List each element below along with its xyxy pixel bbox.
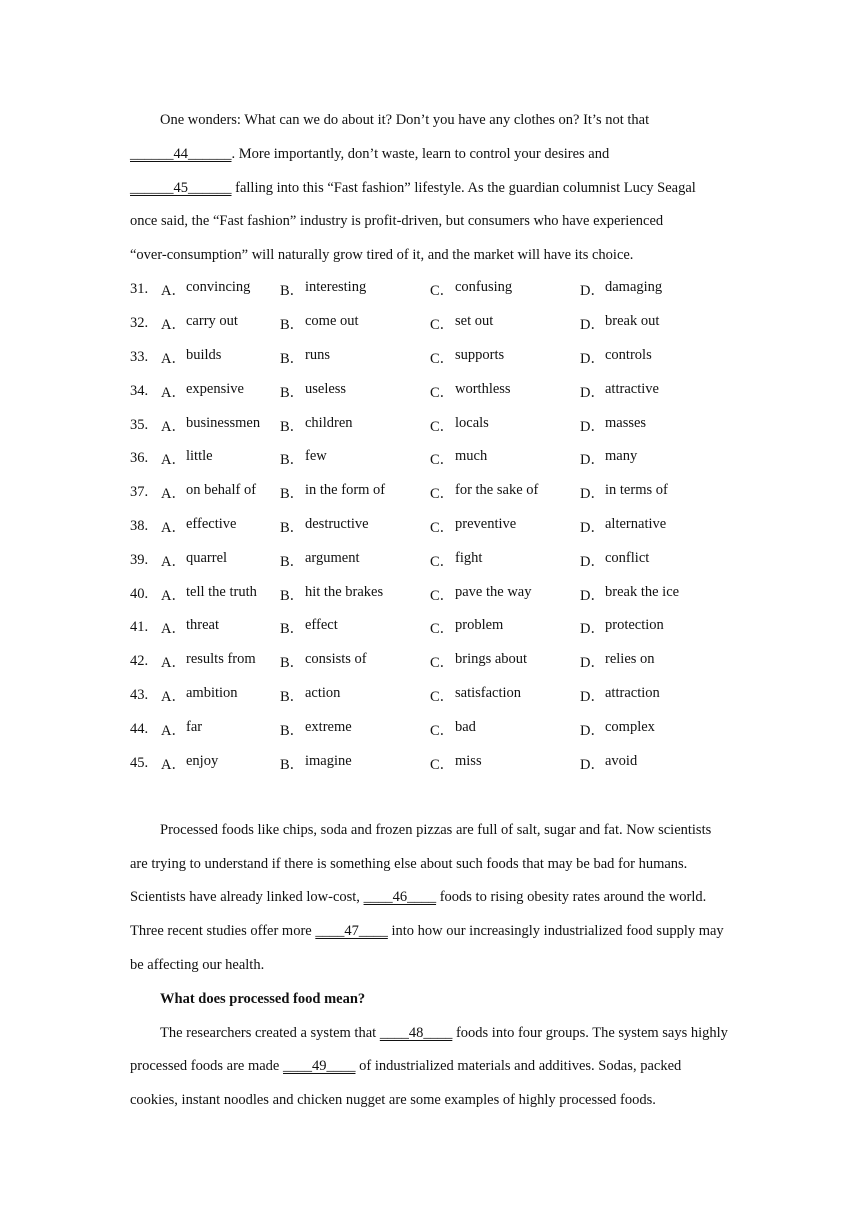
section-heading: What does processed food mean? (160, 990, 366, 1007)
option-letter: B． (280, 756, 305, 773)
option-c (430, 381, 580, 402)
option-letter: D． (580, 553, 605, 570)
option-text: far (186, 718, 203, 735)
passage-2 (130, 814, 730, 1118)
option-b (280, 651, 430, 672)
option-c (430, 313, 580, 334)
option-b (280, 279, 430, 300)
question-number: 31. (130, 281, 149, 298)
option-letter: A． (161, 452, 186, 469)
option-letter: B． (280, 418, 305, 435)
question-row (130, 645, 730, 679)
option-d (580, 584, 730, 605)
option-text: conflict (605, 549, 650, 566)
option-b (280, 584, 430, 605)
question-number: 45. (130, 754, 149, 771)
option-letter: A． (161, 486, 186, 503)
option-a (161, 753, 280, 774)
option-text: worthless (455, 380, 511, 397)
passage-1 (130, 104, 730, 273)
option-text: expensive (186, 380, 244, 397)
option-text: problem (455, 617, 504, 634)
option-letter: B． (280, 283, 305, 300)
option-text: runs (305, 346, 330, 363)
option-d (580, 516, 730, 537)
option-text: little (186, 448, 213, 465)
option-text: satisfaction (455, 684, 522, 701)
question-row (130, 307, 730, 341)
option-text: effective (186, 515, 237, 532)
option-letter: D． (580, 317, 605, 334)
question-number: 39. (130, 551, 149, 568)
option-a (161, 448, 280, 469)
option-text: useless (305, 380, 347, 397)
option-b (280, 753, 430, 774)
passage-1-line: One wonders: What can we do about it? Don’t you have any clothes on? It’s not that (160, 112, 650, 128)
blank-46: ____46____ (363, 889, 437, 906)
option-letter: C． (430, 553, 455, 570)
option-a (161, 279, 280, 300)
option-a (161, 651, 280, 672)
option-c (430, 651, 580, 672)
option-text: ambition (186, 684, 238, 701)
option-d (580, 685, 730, 706)
question-number: 37. (130, 484, 149, 501)
option-a (161, 584, 280, 605)
option-letter: D． (580, 486, 605, 503)
option-letter: D． (580, 452, 605, 469)
option-text: businessmen (186, 414, 261, 431)
option-b (280, 448, 430, 469)
option-letter: C． (430, 486, 455, 503)
option-letter: C． (430, 722, 455, 739)
question-number: 38. (130, 517, 149, 534)
option-text: fight (455, 549, 483, 566)
option-b (280, 685, 430, 706)
question-row (130, 273, 730, 307)
option-text: supports (455, 346, 505, 363)
option-c (430, 482, 580, 503)
option-text: miss (455, 752, 482, 769)
option-text: preventive (455, 515, 517, 532)
option-c (430, 279, 580, 300)
option-letter: D． (580, 418, 605, 435)
option-text: break out (605, 313, 660, 330)
question-number: 35. (130, 416, 149, 433)
option-c (430, 685, 580, 706)
option-c (430, 617, 580, 638)
option-letter: C． (430, 317, 455, 334)
option-text: set out (455, 313, 494, 330)
option-text: protection (605, 617, 664, 634)
question-number: 34. (130, 382, 149, 399)
option-text: avoid (605, 752, 638, 769)
option-text: results from (186, 651, 256, 668)
option-b (280, 381, 430, 402)
option-c (430, 516, 580, 537)
option-text: masses (605, 414, 647, 431)
document-content (130, 104, 730, 1118)
question-row (130, 746, 730, 780)
option-letter: C． (430, 655, 455, 672)
question-row (130, 341, 730, 375)
option-b (280, 550, 430, 571)
option-text: threat (186, 617, 220, 634)
option-text: builds (186, 346, 222, 363)
option-text: break the ice (605, 583, 680, 600)
option-letter: C． (430, 452, 455, 469)
question-row (130, 374, 730, 408)
option-a (161, 550, 280, 571)
option-a (161, 415, 280, 436)
option-letter: A． (161, 587, 186, 604)
option-text: carry out (186, 313, 238, 330)
option-b (280, 415, 430, 436)
option-letter: C． (430, 283, 455, 300)
option-text: action (305, 684, 341, 701)
option-text: in terms of (605, 482, 668, 499)
question-row (130, 712, 730, 746)
option-letter: B． (280, 452, 305, 469)
option-text: quarrel (186, 549, 228, 566)
option-d (580, 347, 730, 368)
option-letter: C． (430, 756, 455, 773)
option-text: interesting (305, 279, 367, 296)
option-text: attraction (605, 684, 660, 701)
blank-48: ____48____ (379, 1024, 453, 1041)
blank-45: ______45______ (130, 179, 232, 196)
option-text: relies on (605, 651, 655, 668)
option-text: hit the brakes (305, 583, 384, 600)
blank-47: ____47____ (315, 923, 388, 940)
option-c (430, 448, 580, 469)
option-letter: D． (580, 519, 605, 536)
option-letter: D． (580, 350, 605, 367)
option-text: in the form of (305, 482, 386, 499)
option-text: few (305, 448, 327, 465)
option-c (430, 415, 580, 436)
passage-2-paragraph-1: Processed foods like chips, soda and frozen pizzas are full of salt, sugar and fat. Now scientists are trying to understand if there is something else about such foods that may be bad for humans. Scientists have already linked low-cost, ____46____ foods to rising obesity rates around the world. Three recent studies offer more ____47____ into how our increasingly industrialized food supply may be affecting our health. (130, 821, 724, 973)
option-a (161, 313, 280, 334)
option-text: tell the truth (186, 583, 257, 600)
option-c (430, 347, 580, 368)
option-text: destructive (305, 515, 369, 532)
option-d (580, 482, 730, 503)
question-number: 40. (130, 585, 149, 602)
option-a (161, 347, 280, 368)
question-row (130, 679, 730, 713)
question-row (130, 510, 730, 544)
option-letter: B． (280, 350, 305, 367)
question-number: 43. (130, 686, 149, 703)
passage-1-line: once said, the “Fast fashion” industry is profit-driven, but consumers who have experienced (130, 213, 664, 230)
option-b (280, 482, 430, 503)
passage-1-line: ______44______. More importantly, don’t waste, learn to control your desires and (130, 145, 610, 162)
option-letter: A． (161, 688, 186, 705)
option-text: brings about (455, 651, 528, 668)
question-row (130, 611, 730, 645)
option-text: attractive (605, 380, 659, 397)
option-letter: A． (161, 418, 186, 435)
option-d (580, 651, 730, 672)
option-text: effect (305, 617, 338, 634)
option-b (280, 347, 430, 368)
option-letter: B． (280, 655, 305, 672)
question-row (130, 476, 730, 510)
question-number: 41. (130, 619, 149, 636)
question-row (130, 442, 730, 476)
option-a (161, 617, 280, 638)
option-d (580, 448, 730, 469)
option-letter: A． (161, 655, 186, 672)
option-letter: D． (580, 655, 605, 672)
option-text: for the sake of (455, 482, 539, 499)
option-text: pave the way (455, 583, 532, 600)
option-d (580, 719, 730, 740)
option-letter: B． (280, 621, 305, 638)
blank-49: ____49____ (283, 1058, 356, 1075)
option-letter: A． (161, 553, 186, 570)
question-row (130, 408, 730, 442)
option-text: locals (455, 414, 489, 431)
option-text: confusing (455, 279, 513, 296)
option-letter: C． (430, 384, 455, 401)
option-text: imagine (305, 752, 352, 769)
option-letter: A． (161, 384, 186, 401)
option-letter: D． (580, 384, 605, 401)
option-text: alternative (605, 515, 667, 532)
option-letter: B． (280, 553, 305, 570)
question-number: 42. (130, 653, 149, 670)
option-letter: A． (161, 722, 186, 739)
option-letter: D． (580, 621, 605, 638)
option-text: complex (605, 718, 655, 735)
option-a (161, 685, 280, 706)
option-c (430, 584, 580, 605)
question-number: 44. (130, 720, 149, 737)
option-letter: B． (280, 519, 305, 536)
passage-1-line: ______45______ falling into this “Fast fashion” lifestyle. As the guardian columnist Lucy Seagal (130, 179, 696, 196)
option-letter: A． (161, 317, 186, 334)
question-row (130, 543, 730, 577)
section-gap (130, 780, 730, 814)
option-c (430, 719, 580, 740)
option-letter: A． (161, 756, 186, 773)
option-text: much (455, 448, 488, 465)
option-letter: D． (580, 688, 605, 705)
option-letter: D． (580, 722, 605, 739)
option-letter: D． (580, 587, 605, 604)
option-letter: B． (280, 384, 305, 401)
option-text: controls (605, 346, 652, 363)
passage-2-paragraph-2: The researchers created a system that ____48____ foods into four groups. The system says highly processed foods are made ____49____ of industrialized materials and additives. Sodas, packed cookies, instant noodles and chicken nugget are some examples of highly processed foods. (130, 1024, 728, 1109)
option-letter: D． (580, 283, 605, 300)
option-letter: A． (161, 350, 186, 367)
option-a (161, 516, 280, 537)
option-d (580, 415, 730, 436)
option-a (161, 381, 280, 402)
option-text: enjoy (186, 752, 219, 769)
option-letter: C． (430, 350, 455, 367)
option-letter: B． (280, 317, 305, 334)
option-letter: A． (161, 621, 186, 638)
option-letter: A． (161, 519, 186, 536)
option-d (580, 313, 730, 334)
question-row (130, 577, 730, 611)
option-text: bad (455, 718, 476, 735)
question-number: 33. (130, 348, 149, 365)
option-letter: B． (280, 587, 305, 604)
option-text: damaging (605, 279, 663, 296)
option-text: argument (305, 549, 360, 566)
option-text: extreme (305, 718, 352, 735)
option-letter: C． (430, 587, 455, 604)
option-d (580, 550, 730, 571)
question-number: 36. (130, 450, 149, 467)
option-letter: C． (430, 688, 455, 705)
option-text: come out (305, 313, 359, 330)
option-c (430, 753, 580, 774)
option-a (161, 482, 280, 503)
option-letter: B． (280, 688, 305, 705)
option-a (161, 719, 280, 740)
question-number: 32. (130, 315, 149, 332)
option-text: many (605, 448, 638, 465)
option-b (280, 313, 430, 334)
passage-1-line: “over-consumption” will naturally grow tired of it, and the market will have its choice. (130, 247, 634, 264)
option-text: on behalf of (186, 482, 257, 499)
option-d (580, 617, 730, 638)
blank-44: ______44______ (130, 145, 232, 162)
option-letter: B． (280, 486, 305, 503)
option-letter: B． (280, 722, 305, 739)
option-b (280, 617, 430, 638)
option-letter: A． (161, 283, 186, 300)
option-d (580, 753, 730, 774)
option-letter: C． (430, 418, 455, 435)
question-list (130, 273, 730, 780)
option-text: convincing (186, 279, 251, 296)
option-d (580, 279, 730, 300)
option-letter: C． (430, 519, 455, 536)
option-text: children (305, 414, 353, 431)
option-c (430, 550, 580, 571)
option-b (280, 719, 430, 740)
option-text: consists of (305, 651, 367, 668)
option-letter: D． (580, 756, 605, 773)
option-d (580, 381, 730, 402)
option-letter: C． (430, 621, 455, 638)
option-b (280, 516, 430, 537)
